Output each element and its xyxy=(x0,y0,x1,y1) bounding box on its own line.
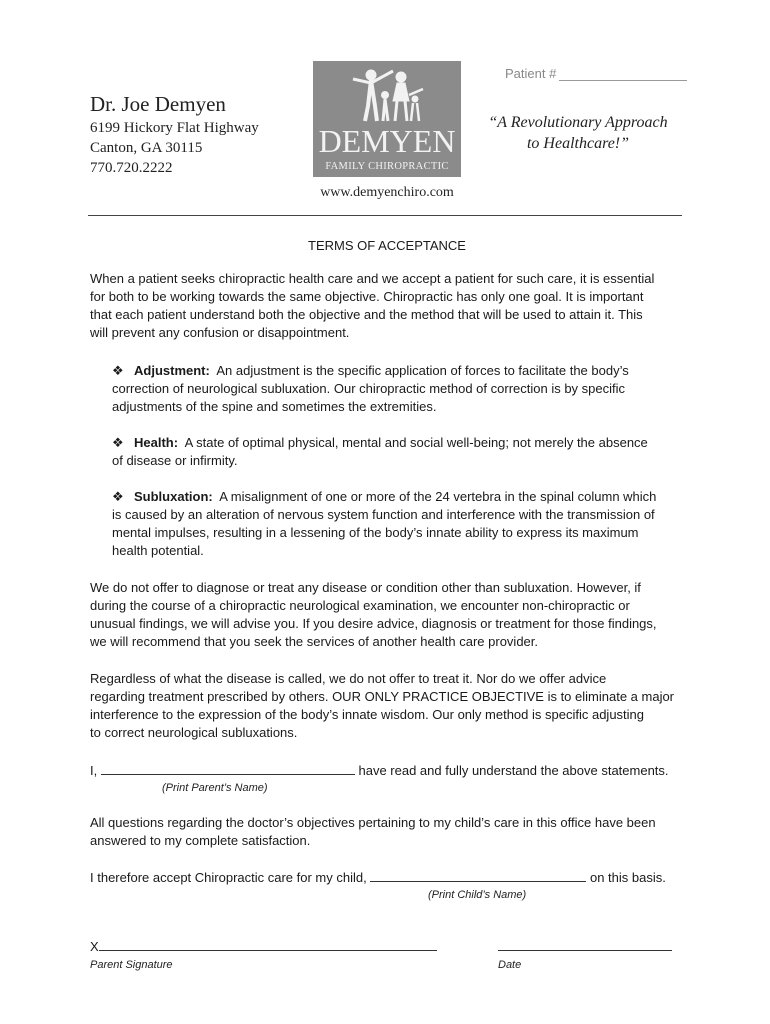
address-line-1: 6199 Hickory Flat Highway xyxy=(90,120,259,136)
signature-x-mark: X xyxy=(90,939,99,954)
date-row xyxy=(498,938,672,956)
text-line: unusual findings, we will advise you. If you desire advice, diagnosis or treatment for those findings, xyxy=(90,616,657,631)
definition-term: Health: xyxy=(134,435,179,450)
definition-term: Adjustment: xyxy=(134,363,210,378)
text-line: interference to the expression of the body’s innate wisdom. Our only method is specific adjusting xyxy=(90,707,645,722)
objective-paragraph xyxy=(90,670,682,742)
text-line: of disease or infirmity. xyxy=(112,453,238,468)
definition-subluxation xyxy=(112,488,680,560)
logo-subtitle: FAMILY CHIROPRACTIC xyxy=(325,161,449,172)
diamond-bullet-icon: ❖ xyxy=(112,489,124,504)
text-line: Regardless of what the disease is called, we do not offer to treat it. Nor do we offer advice xyxy=(90,671,607,686)
tagline-line-1: “A Revolutionary Approach xyxy=(488,114,668,131)
text-line: answered to my complete satisfaction. xyxy=(90,833,311,848)
logo-wordmark: DEMYEN xyxy=(318,123,456,159)
document-title: TERMS OF ACCEPTANCE xyxy=(308,238,466,253)
text-line: for both to be working towards the same objective. Chiropractic has only one goal. It is important xyxy=(90,289,644,304)
text-line: mental impulses, resulting in a lessening of the body’s innate ability to express its maximum xyxy=(112,525,639,540)
print-child-caption: (Print Child’s Name) xyxy=(428,889,527,901)
clinic-logo xyxy=(313,61,461,177)
parent-signature-caption: Parent Signature xyxy=(90,959,173,971)
parent-signature-row xyxy=(90,938,437,956)
definition-health xyxy=(112,434,680,470)
diamond-bullet-icon: ❖ xyxy=(112,435,124,450)
text-line: that each patient understand both the objective and the method that will be used to attain it. This xyxy=(90,307,643,322)
text-line: We do not offer to diagnose or treat any disease or condition other than subluxation. However, if xyxy=(90,580,641,595)
text-line: we will recommend that you seek the services of another health care provider. xyxy=(90,634,539,649)
tagline xyxy=(478,112,678,154)
phone-number: 770.720.2222 xyxy=(90,160,173,176)
print-parent-caption: (Print Parent’s Name) xyxy=(162,782,268,794)
clinic-address xyxy=(90,118,259,178)
text-line: during the course of a chiropractic neurological examination, we encounter non-chiropractic or xyxy=(90,598,630,613)
date-field[interactable] xyxy=(498,938,672,951)
accept-prefix: I therefore accept Chiropractic care for my child, xyxy=(90,870,367,885)
text-line: to correct neurological subluxations. xyxy=(90,725,298,740)
parent-signature-field[interactable] xyxy=(99,938,437,951)
acceptance-statement xyxy=(90,869,682,887)
diamond-bullet-icon: ❖ xyxy=(112,363,124,378)
date-caption: Date xyxy=(498,959,522,971)
diagnosis-paragraph xyxy=(90,579,682,651)
text-line: is caused by an alteration of nervous system function and interference with the transmission of xyxy=(112,507,655,522)
accept-suffix: on this basis. xyxy=(589,870,666,885)
patient-number-line[interactable] xyxy=(559,68,687,81)
patient-number-label: Patient # xyxy=(505,66,557,81)
text-line: All questions regarding the doctor’s objectives pertaining to my child’s care in this office have been xyxy=(90,815,656,830)
address-line-2: Canton, GA 30115 xyxy=(90,140,203,156)
definition-adjustment xyxy=(112,362,680,416)
parent-statement xyxy=(90,762,682,780)
definition-term: Subluxation: xyxy=(134,489,213,504)
text-line: will prevent any confusion or disappointment. xyxy=(90,325,350,340)
text-line: A state of optimal physical, mental and social well-being; not merely the absence xyxy=(184,435,648,450)
tagline-line-2: to Healthcare!” xyxy=(526,135,630,152)
text-line: correction of neurological subluxation. Our chiropractic method of correction is by specific xyxy=(112,381,626,396)
statement-prefix: I, xyxy=(90,763,98,778)
patient-number-field[interactable] xyxy=(505,66,687,81)
text-line: regarding treatment prescribed by others. OUR ONLY PRACTICE OBJECTIVE is to eliminate a major xyxy=(90,689,675,704)
text-line: health potential. xyxy=(112,543,204,558)
doctor-name: Dr. Joe Demyen xyxy=(90,92,226,116)
text-line: adjustments of the spine and sometimes the extremities. xyxy=(112,399,437,414)
website-link[interactable]: www.demyenchiro.com xyxy=(320,185,454,200)
intro-paragraph xyxy=(90,270,682,342)
child-name-field[interactable] xyxy=(370,869,586,882)
header-divider xyxy=(88,215,682,216)
text-line: When a patient seeks chiropractic health care and we accept a patient for such care, it is essential xyxy=(90,271,655,286)
statement-suffix: have read and fully understand the above statements. xyxy=(358,763,669,778)
questions-paragraph xyxy=(90,814,682,850)
text-line: A misalignment of one or more of the 24 vertebra in the spinal column which xyxy=(219,489,657,504)
text-line: An adjustment is the specific application of forces to facilitate the body’s xyxy=(216,363,629,378)
parent-name-field[interactable] xyxy=(101,762,355,775)
